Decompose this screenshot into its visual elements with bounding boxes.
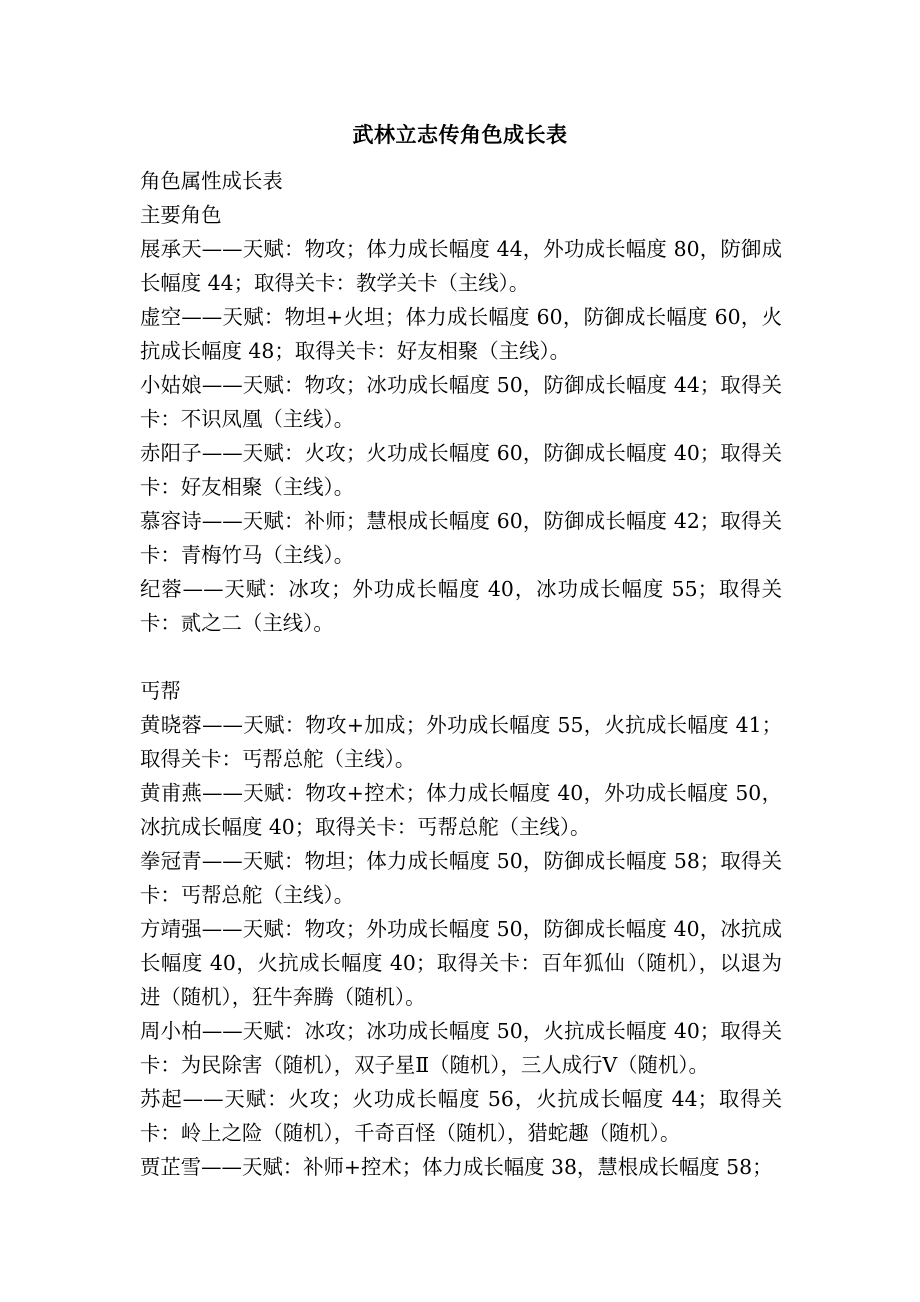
character-entry: 贾芷雪——天赋：补师+控术；体力成长幅度 38，慧根成长幅度 58； — [140, 1155, 773, 1179]
section-heading: 角色属性成长表 — [140, 169, 283, 193]
document-body — [140, 164, 782, 1184]
blank-line — [140, 640, 782, 674]
document-title: 武林立志传角色成长表 — [352, 122, 568, 147]
character-entry: 方靖强——天赋：物攻；外功成长幅度 50，防御成长幅度 40，冰抗成长幅度 40，火抗成长幅度 40；取得关卡：百年狐仙（随机），以退为进（随机），狂牛奔腾（随机）。 — [140, 917, 782, 1009]
character-entry: 慕容诗——天赋：补师；慧根成长幅度 60，防御成长幅度 42；取得关卡：青梅竹马（主线）。 — [140, 509, 782, 567]
character-entry: 纪蓉——天赋：冰攻；外功成长幅度 40，冰功成长幅度 55；取得关卡：贰之二（主线）。 — [140, 577, 782, 635]
character-entry: 拳冠青——天赋：物坦；体力成长幅度 50，防御成长幅度 58；取得关卡：丐帮总舵（主线）。 — [140, 849, 782, 907]
character-entry: 黄甫燕——天赋：物攻+控术；体力成长幅度 40，外功成长幅度 50，冰抗成长幅度 40；取得关卡：丐帮总舵（主线）。 — [140, 781, 782, 839]
character-entry: 小姑娘——天赋：物攻；冰功成长幅度 50，防御成长幅度 44；取得关卡：不识凤凰（主线）。 — [140, 373, 782, 431]
character-entry: 展承天——天赋：物攻；体力成长幅度 44，外功成长幅度 80，防御成长幅度 44；取得关卡：教学关卡（主线）。 — [140, 237, 782, 295]
character-entry: 赤阳子——天赋：火攻；火功成长幅度 60，防御成长幅度 40；取得关卡：好友相聚（主线）。 — [140, 441, 782, 499]
character-entry: 虚空——天赋：物坦+火坦；体力成长幅度 60，防御成长幅度 60，火抗成长幅度 48；取得关卡：好友相聚（主线）。 — [140, 305, 782, 363]
character-entry: 周小柏——天赋：冰攻；冰功成长幅度 50，火抗成长幅度 40；取得关卡：为民除害（随机），双子星Ⅱ（随机），三人成行Ⅴ（随机）。 — [140, 1019, 782, 1077]
beggar-group-heading: 丐帮 — [140, 679, 181, 703]
character-entry: 苏起——天赋：火攻；火功成长幅度 56，火抗成长幅度 44；取得关卡：岭上之险（随机），千奇百怪（随机），猎蛇趣（随机）。 — [140, 1087, 782, 1145]
main-group-heading: 主要角色 — [140, 203, 222, 227]
character-entry: 黄晓蓉——天赋：物攻+加成；外功成长幅度 55，火抗成长幅度 41；取得关卡：丐帮总舵（主线）。 — [140, 713, 782, 771]
